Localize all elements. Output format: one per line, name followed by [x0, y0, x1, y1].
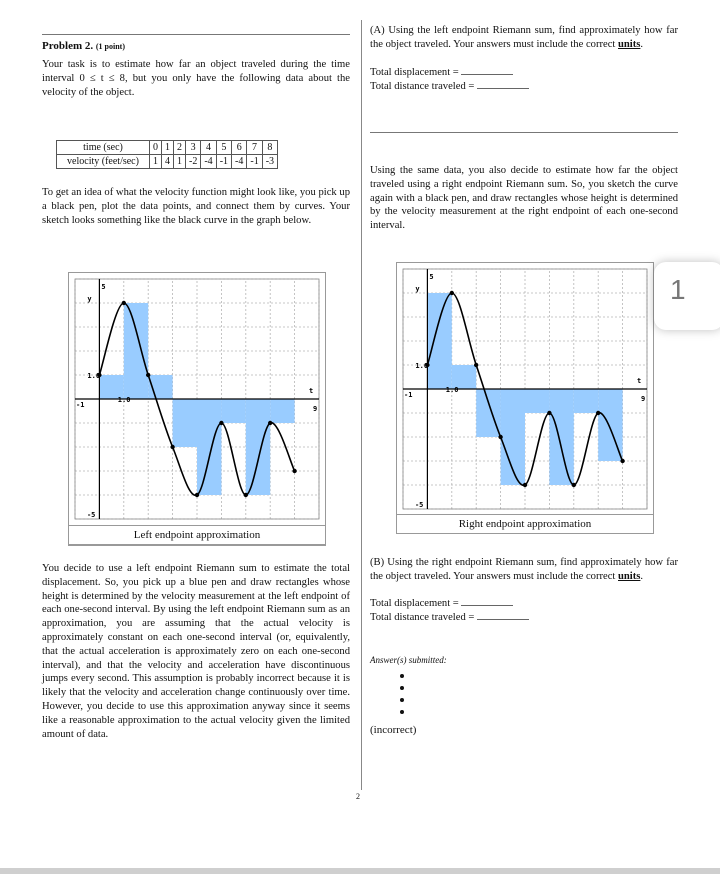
page-number: 2	[356, 792, 360, 801]
sketch-text: To get an idea of what the velocity function might look like, you pick up a black pen, plot the data points, and connect them by curves. Your sketch looks something like the black curve in the graph below.	[42, 187, 350, 226]
data-point	[620, 459, 624, 463]
left-endpoint-text: You decide to use a left endpoint Riemann sum to estimate the total displacement. So, you pick up a blue pen and draw rectangles whose height is determined by the velocity measurement at the left endpoint of each one-second interval. By using the left endpoint Riemann sum as an approximation, you are assuming that the actual velocity is approximately constant on each one-second interval (or, equivalently, that the actual acceleration is approximately zero on each one-second interval), and that the velocity and acceleration have discontinuous jumps every second. This assumption is probably incorrect because it is likely that the velocity and acceleration change continuously over time. However, you decide to use this approximation anyway since it seems like a reasonable approximation to the actual velocity given the limited amount of data.	[42, 563, 350, 740]
part-b-text: (B) Using the right endpoint Riemann sum, find approximately how far the object traveled. Your answers must include the correct units.	[370, 557, 678, 582]
answer-bullet	[400, 674, 404, 678]
right-graph-caption: Right endpoint approximation	[396, 514, 654, 534]
riemann-bar	[246, 399, 270, 495]
y-max-label: 5	[429, 273, 434, 281]
right-endpoint-text: Using the same data, you also decide to estimate how far the object traveled using a right endpoint Riemann sum. So, you sketch the curve again with a black pen, and draw rectangles whose height is determined by the velocity measurement at the right endpoint of each one-second interval.	[370, 165, 678, 232]
table-cell-velocity: -1	[247, 155, 262, 169]
table-cell-time: 4	[201, 141, 216, 155]
data-point	[450, 291, 454, 295]
table-cell-velocity: 1	[150, 155, 162, 169]
data-point	[268, 421, 272, 425]
table-cell-time: 8	[262, 141, 277, 155]
right-graph-frame	[396, 262, 654, 534]
riemann-bar	[427, 293, 451, 389]
part-a-displacement-label: Total displacement =	[370, 67, 459, 78]
x-axis-label: t	[309, 387, 314, 395]
riemann-bar	[197, 399, 221, 495]
problem-points: (1 point)	[95, 42, 125, 51]
x-unit-label: 1.0	[117, 396, 131, 404]
data-point	[170, 445, 174, 449]
table-cell-time: 2	[174, 141, 186, 155]
part-b-units-word: units	[618, 570, 641, 582]
part-b-distance-row	[370, 611, 529, 625]
riemann-bar	[270, 399, 294, 423]
top-rule-left	[42, 34, 350, 35]
part-a-distance-label: Total distance traveled =	[370, 81, 475, 92]
table-row-label: time (sec)	[57, 141, 150, 155]
left-graph-frame	[68, 272, 326, 546]
data-point	[292, 469, 296, 473]
riemann-bar	[574, 389, 598, 413]
table-cell-velocity: -4	[232, 155, 247, 169]
table-cell-velocity: -3	[262, 155, 277, 169]
part-a-text: (A) Using the left endpoint Riemann sum, find approximately how far the object traveled. Your answers must include the correct units.	[370, 25, 678, 50]
table-cell-velocity: -4	[201, 155, 216, 169]
left-endpoint-graph	[69, 273, 325, 525]
answer-bullet	[400, 686, 404, 690]
problem-title: Problem 2.	[42, 40, 94, 52]
riemann-bar	[549, 389, 573, 485]
riemann-bar	[221, 399, 245, 423]
separator-rule	[370, 132, 678, 133]
part-b-displacement-row	[370, 597, 513, 611]
page-indicator[interactable]	[654, 262, 720, 330]
part-b-distance-input[interactable]	[477, 611, 529, 620]
result-status: (incorrect)	[370, 724, 417, 736]
part-a-distance-row	[370, 80, 529, 94]
x-max-label: 9	[313, 405, 318, 413]
table-row-label: velocity (feet/sec)	[57, 155, 150, 169]
table-cell-time: 7	[247, 141, 262, 155]
data-point	[596, 411, 600, 415]
x-max-label: 9	[641, 395, 646, 403]
answers-submitted-label: Answer(s) submitted:	[370, 655, 447, 665]
part-a-displacement-input[interactable]	[461, 66, 513, 75]
y-max-label: 5	[101, 283, 106, 291]
x-axis-label: t	[637, 377, 642, 385]
y-min-label: -5	[414, 501, 424, 509]
x-min-label: -1	[404, 391, 413, 399]
bottom-bar	[0, 868, 720, 874]
table-cell-time: 0	[150, 141, 162, 155]
part-a-displacement-row	[370, 66, 513, 80]
intro-text: Your task is to estimate how far an object traveled during the time interval 0 ≤ t ≤ 8, but you only have the following data about the velocity of the object.	[42, 59, 350, 98]
table-cell-time: 6	[232, 141, 247, 155]
problem-heading	[42, 40, 125, 52]
velocity-table	[56, 140, 278, 169]
table-cell-velocity: 1	[174, 155, 186, 169]
riemann-bar	[525, 389, 549, 413]
data-point	[523, 483, 527, 487]
data-point	[547, 411, 551, 415]
x-unit-label: 1.0	[445, 386, 459, 394]
part-b-question: (B) Using the right endpoint Riemann sum, find approximately how far the object traveled. Your answers must include the correct	[370, 557, 678, 582]
y-min-label: -5	[86, 511, 96, 519]
answer-bullet	[400, 710, 404, 714]
data-point	[195, 493, 199, 497]
y-axis-label: y	[415, 285, 420, 293]
table-cell-time: 5	[216, 141, 231, 155]
x-min-label: -1	[76, 401, 85, 409]
part-b-displacement-input[interactable]	[461, 597, 513, 606]
table-cell-time: 3	[186, 141, 201, 155]
riemann-bar	[124, 303, 148, 399]
y-axis-label: y	[87, 295, 92, 303]
part-a-units-word: units	[618, 38, 641, 50]
data-point	[122, 301, 126, 305]
page-indicator-number: 1	[670, 274, 686, 305]
riemann-bar	[476, 389, 500, 437]
data-point	[219, 421, 223, 425]
left-graph-caption: Left endpoint approximation	[68, 525, 326, 545]
part-a-question: (A) Using the left endpoint Riemann sum, find approximately how far the object traveled. Your answers must include the correct	[370, 25, 678, 50]
data-point	[498, 435, 502, 439]
data-point	[244, 493, 248, 497]
part-b-displacement-label: Total displacement =	[370, 598, 459, 609]
part-a-distance-input[interactable]	[477, 80, 529, 89]
table-cell-velocity: -2	[186, 155, 201, 169]
table-cell-time: 1	[162, 141, 174, 155]
table-cell-velocity: 4	[162, 155, 174, 169]
data-point	[146, 373, 150, 377]
right-endpoint-graph	[397, 263, 653, 515]
y-unit-label: 1.0	[415, 362, 429, 370]
table-cell-velocity: -1	[216, 155, 231, 169]
answer-bullet	[400, 698, 404, 702]
y-unit-label: 1.0	[87, 372, 101, 380]
part-b-distance-label: Total distance traveled =	[370, 612, 475, 623]
riemann-bar	[173, 399, 197, 447]
data-point	[474, 363, 478, 367]
data-point	[572, 483, 576, 487]
column-divider	[361, 20, 362, 790]
